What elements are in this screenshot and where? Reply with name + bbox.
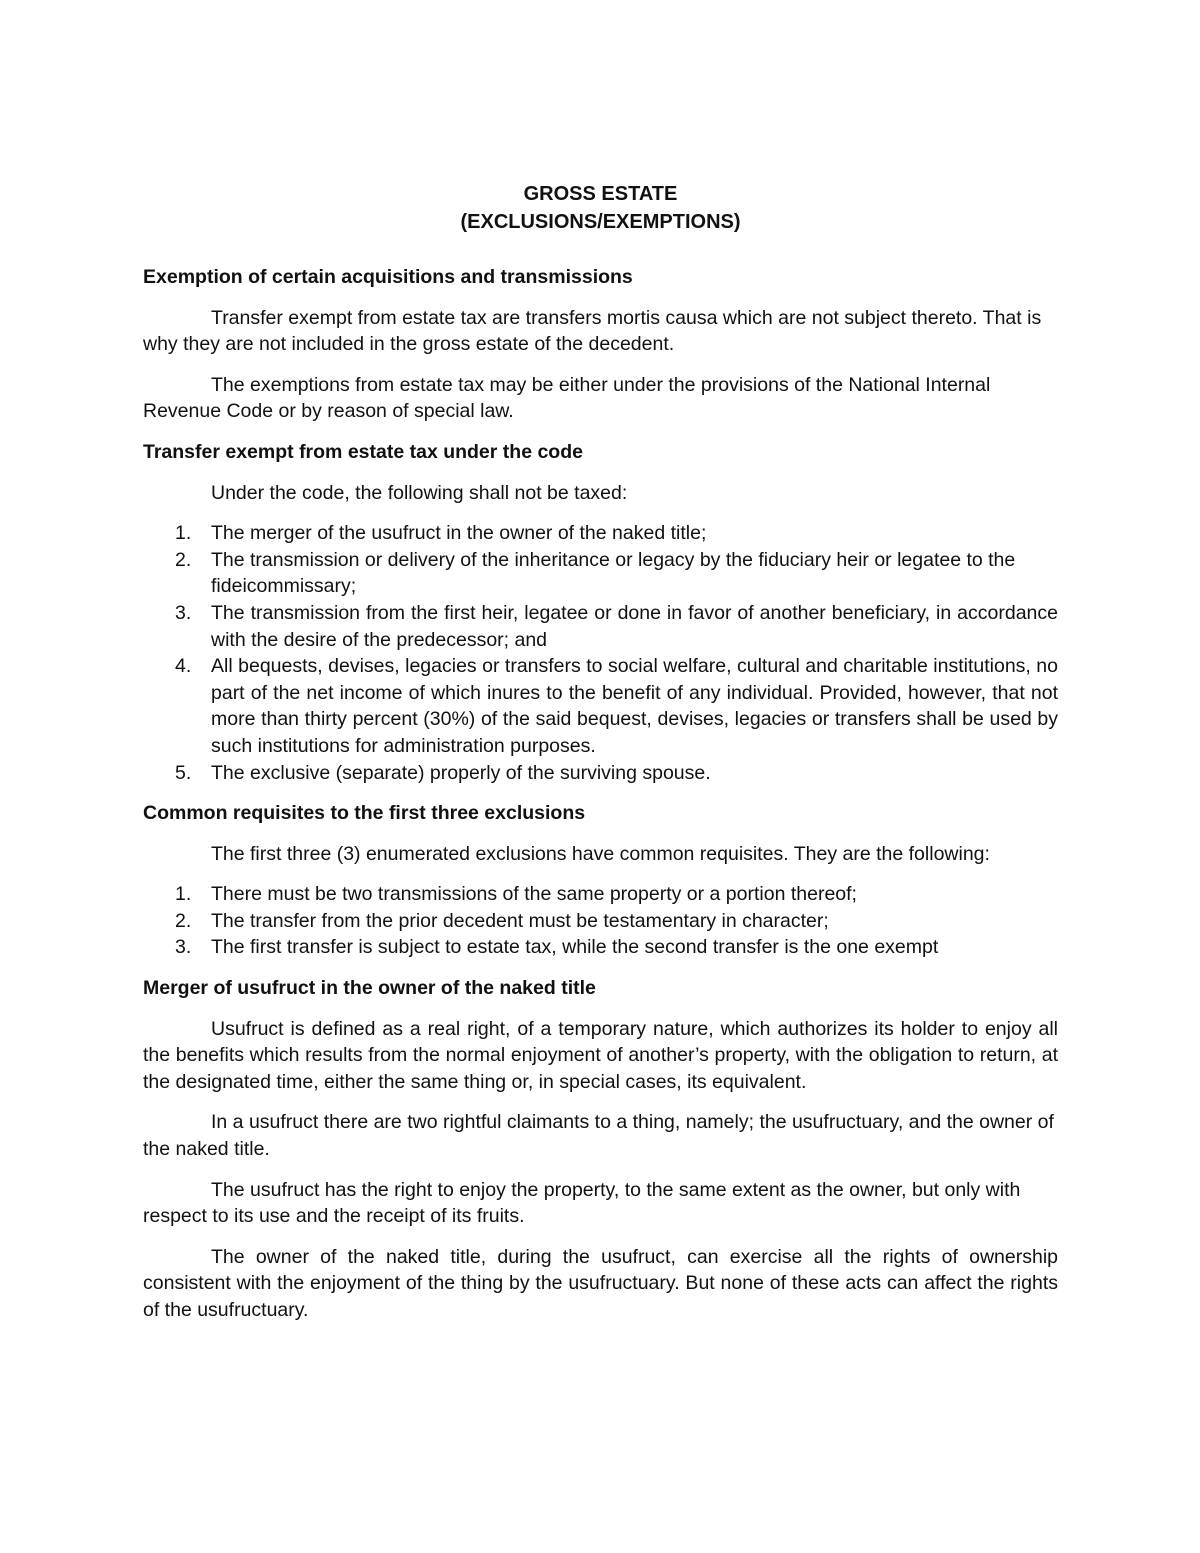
list-item-text: The transmission or delivery of the inheritance or legacy by the fiduciary heir or legatee to the fideicommissary; <box>211 548 1016 598</box>
list-number: 2. <box>175 548 192 571</box>
list-item-text: The first transfer is subject to estate tax, while the second transfer is the one exempt <box>211 936 939 959</box>
paragraph: The exemptions from estate tax may be either under the provisions of the National Internal Revenue Code or by reason of special law. <box>143 373 991 423</box>
section-heading: Merger of usufruct in the owner of the naked title <box>143 977 596 1000</box>
list-item <box>143 600 1058 653</box>
list-number: 3. <box>175 601 192 624</box>
list-item-text: The transfer from the prior decedent must be testamentary in character; <box>211 909 829 932</box>
list-item <box>143 760 1058 787</box>
numbered-list <box>143 881 1058 961</box>
section-heading: Transfer exempt from estate tax under the code <box>143 440 583 463</box>
list-item-text: All bequests, devises, legacies or transfers to social welfare, cultural and charitable institutions, no part of the net income of which inures to the benefit of any individual. Provided, however, that not more than thirty percent (30%) of the said bequest, devises, legacies or transfers shall be used by such institutions for administration purposes. <box>211 655 1058 757</box>
paragraph: Transfer exempt from estate tax are transfers mortis causa which are not subject thereto. That is why they are not included in the gross estate of the decedent. <box>143 306 1042 356</box>
list-item-text: The transmission from the first heir, legatee or done in favor of another beneficiary, in accordance with the desire of the predecessor; and <box>211 601 1058 651</box>
section-heading: Exemption of certain acquisitions and transmissions <box>143 266 633 288</box>
paragraph: Usufruct is defined as a real right, of a temporary nature, which authorizes its holder to enjoy all the benefits which results from the normal enjoyment of another’s property, with the obligation to return, at the designated time, either the same thing or, in special cases, its equivalent. <box>143 1017 1058 1093</box>
section-heading: Common requisites to the first three exclusions <box>143 802 586 825</box>
list-item <box>143 547 1058 600</box>
list-item-text: There must be two transmissions of the same property or a portion thereof; <box>211 883 857 906</box>
section-common-requisites <box>143 800 1058 961</box>
list-number: 2. <box>175 909 192 932</box>
list-item <box>143 653 1058 759</box>
paragraph: The owner of the naked title, during the usufruct, can exercise all the rights of ownership consistent with the enjoyment of the thing by the usufructuary. But none of these acts can affect the rights of the usufructuary. <box>143 1245 1058 1321</box>
list-item-text: The exclusive (separate) properly of the surviving spouse. <box>211 761 711 784</box>
paragraph: The usufruct has the right to enjoy the property, to the same extent as the owner, but only with respect to its use and the receipt of its fruits. <box>143 1178 1021 1228</box>
list-number: 3. <box>175 936 192 959</box>
list-item <box>143 520 1058 547</box>
list-number: 1. <box>175 522 192 545</box>
numbered-list <box>143 520 1058 786</box>
list-number: 1. <box>175 883 192 906</box>
section-exemption-acquisitions <box>143 264 1058 425</box>
section-transfer-exempt-code <box>143 439 1058 786</box>
paragraph-intro: The first three (3) enumerated exclusions have common requisites. They are the following: <box>211 842 990 865</box>
list-number: 5. <box>175 761 192 784</box>
paragraph: In a usufruct there are two rightful claimants to a thing, namely; the usufructuary, and the owner of the naked title. <box>143 1111 1054 1161</box>
list-item <box>143 881 1058 908</box>
list-item-text: The merger of the usufruct in the owner of the naked title; <box>211 522 707 545</box>
title-line-2: (EXCLUSIONS/EXEMPTIONS) <box>460 211 741 233</box>
section-merger-usufruct <box>143 975 1058 1324</box>
list-item <box>143 934 1058 961</box>
document-page <box>143 180 1058 1338</box>
paragraph-intro: Under the code, the following shall not be taxed: <box>211 481 628 504</box>
title-line-1: GROSS ESTATE <box>523 183 678 205</box>
list-item <box>143 908 1058 935</box>
list-number: 4. <box>175 655 192 678</box>
document-title <box>143 180 1058 236</box>
